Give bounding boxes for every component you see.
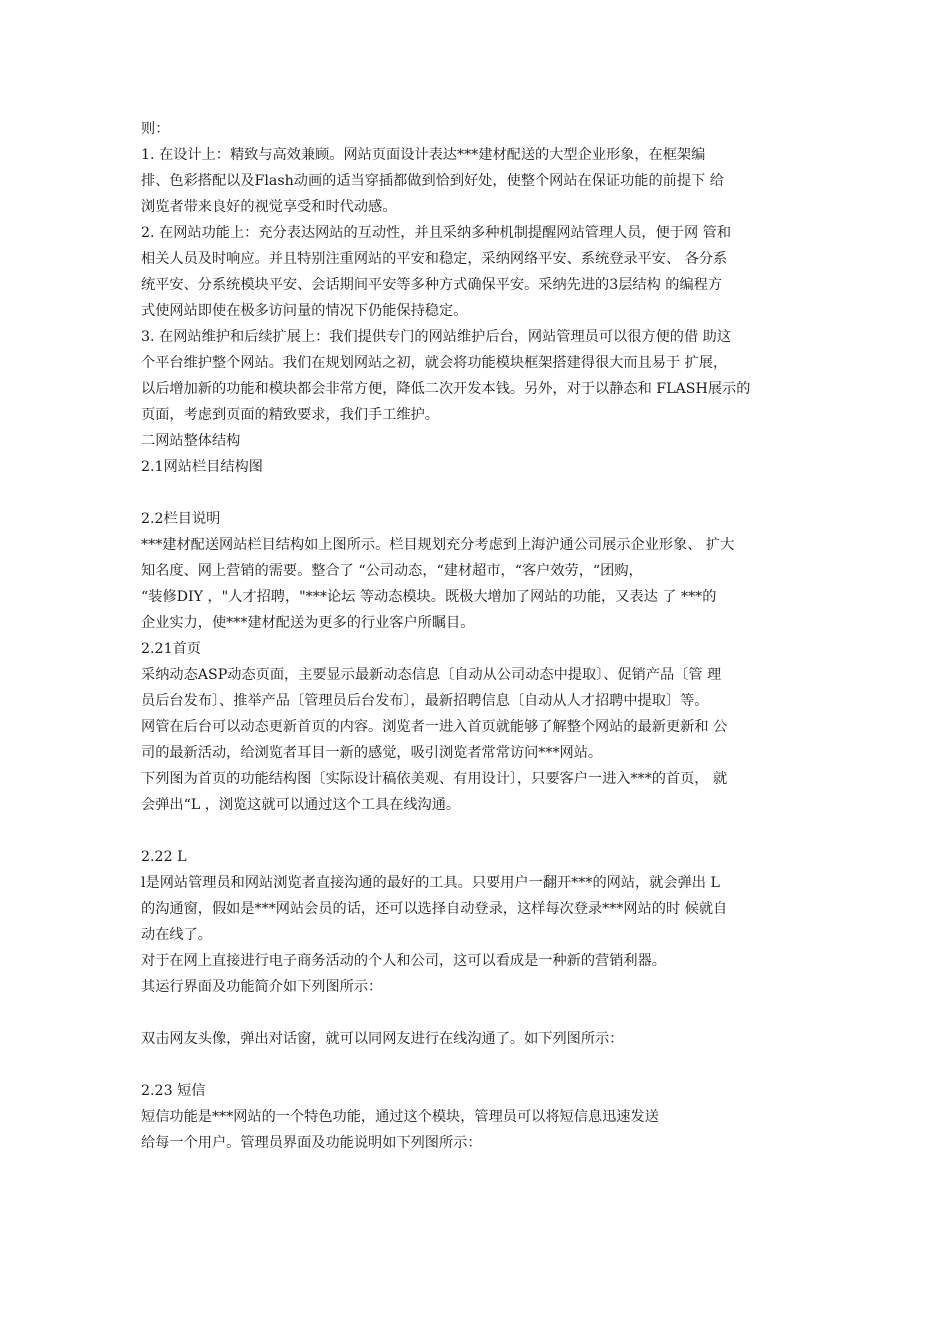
text-line: 双击网友头像，弹出对话窗，就可以同网友进行在线沟通了。如下列图所示： bbox=[141, 1031, 624, 1047]
text-line: 相关人员及时响应。并且特别注重网站的平安和稳定，采纳网络平安、系统登录平安、 各分系 bbox=[141, 251, 728, 267]
text-line: 员后台发布〕、推举产品〔管理员后台发布〕，最新招聘信息〔自动从人才招聘中提取〕等。 bbox=[141, 693, 709, 709]
text-line: l是网站管理员和网站浏览者直接沟通的最好的工具。只要用户一翻开***的网站，就会弹出 L bbox=[141, 875, 720, 891]
document-page bbox=[141, 116, 817, 1156]
text-line: 企业实力，使***建材配送为更多的行业客户所瞩目。 bbox=[141, 615, 475, 631]
text-line: 3. 在网站维护和后续扩展上：我们提供专门的网站维护后台，网站管理员可以很方便的借 助这 bbox=[141, 329, 732, 345]
text-line: 给每一个用户。管理员界面及功能说明如下列图所示： bbox=[141, 1135, 482, 1151]
text-line: 对于在网上直接进行电子商务活动的个人和公司，这可以看成是一种新的营销利器。 bbox=[141, 953, 666, 969]
blank-line bbox=[141, 818, 817, 844]
text-line: 浏览者带来良好的视觉享受和时代动感。 bbox=[141, 199, 397, 215]
text-line: 2.21首页 bbox=[141, 641, 201, 657]
text-line: 司的最新活动，给浏览者耳目一新的感觉，吸引浏览者常常访问***网站。 bbox=[141, 745, 603, 761]
text-line: 排、色彩搭配以及Flash动画的适当穿插都做到恰到好处，使整个网站在保证功能的前提下 给 bbox=[141, 173, 724, 189]
text-line: 的沟通窗，假如是***网站会员的话，还可以选择自动登录，这样每次登录***网站的时 候就自 bbox=[141, 901, 728, 917]
text-line: 则： bbox=[141, 121, 170, 137]
text-line: 个平台维护整个网站。我们在规划网站之初，就会将功能模块框架搭建得很大而且易于 扩展， bbox=[141, 355, 728, 371]
text-line: 短信功能是***网站的一个特色功能，通过这个模块，管理员可以将短信息迅速发送 bbox=[141, 1109, 659, 1125]
text-line: 二网站整体结构 bbox=[141, 433, 241, 449]
text-line: 下列图为首页的功能结构图〔实际设计稿依美观、有用设计〕，只要客户一进入***的首页， 就 bbox=[141, 771, 728, 787]
text-line: 2.1网站栏目结构图 bbox=[141, 459, 263, 475]
blank-line bbox=[141, 480, 817, 506]
text-line: ***建材配送网站栏目结构如上图所示。栏目规划充分考虑到上海沪通公司展示企业形象、 扩大 bbox=[141, 537, 735, 553]
text-line: 2.2栏目说明 bbox=[141, 511, 221, 527]
text-line: 网管在后台可以动态更新首页的内容。浏览者一进入首页就能够了解整个网站的最新更新和 公 bbox=[141, 719, 728, 735]
text-line: 其运行界面及功能简介如下列图所示： bbox=[141, 979, 383, 995]
text-line: 2.23 短信 bbox=[141, 1083, 206, 1099]
text-line: “装修DIY ，"人才招聘，"***论坛 等动态模块。既极大增加了网站的功能，又表达 了 ***的 bbox=[141, 589, 717, 605]
text-line: 1. 在设计上：精致与高效兼顾。网站页面设计表达***建材配送的大型企业形象，在框架编 bbox=[141, 147, 706, 163]
text-line: 页面，考虑到页面的精致要求，我们手工维护。 bbox=[141, 407, 439, 423]
text-line: 2.22 L bbox=[141, 849, 187, 865]
blank-line bbox=[141, 1052, 817, 1078]
text-line: 采纳动态ASP动态页面，主要显示最新动态信息〔自动从公司动态中提取〕、促销产品〔管 理 bbox=[141, 667, 722, 683]
text-line: 会弹出“L ，浏览这就可以通过这个工具在线沟通。 bbox=[141, 797, 461, 813]
blank-line bbox=[141, 1000, 817, 1026]
text-line: 以后增加新的功能和模块都会非常方便，降低二次开发本钱。另外，对于以静态和 FLASH展示的 bbox=[141, 381, 751, 397]
text-line: 统平安、分系统模块平安、会话期间平安等多种方式确保平安。采纳先进的3层结构 的编程方 bbox=[141, 277, 723, 293]
text-line: 动在线了。 bbox=[141, 927, 212, 943]
text-line: 知名度、网上营销的需要。整合了 “公司动态，“建材超市，“客户效劳，“团购， bbox=[141, 563, 643, 579]
text-line: 2. 在网站功能上：充分表达网站的互动性，并且采纳多种机制提醒网站管理人员，便于网 管和 bbox=[141, 225, 732, 241]
text-line: 式使网站即使在极多访问量的情况下仍能保持稳定。 bbox=[141, 303, 468, 319]
